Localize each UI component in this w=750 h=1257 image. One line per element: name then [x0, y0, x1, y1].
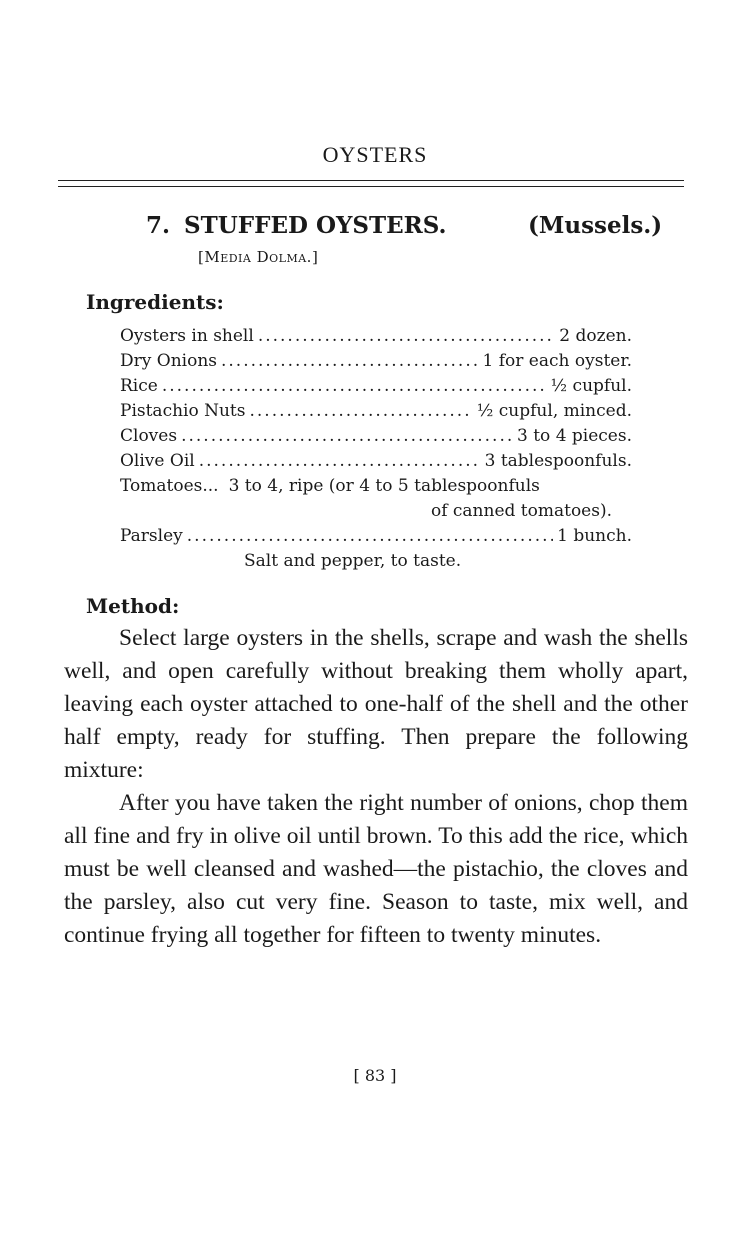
ingredient-row	[120, 449, 632, 474]
ingredient-name: Tomatoes...	[120, 476, 219, 496]
ingredient-name: Olive Oil	[120, 451, 195, 471]
ingredient-amount: 1 for each oyster.	[482, 351, 632, 371]
header-rule-bottom	[58, 186, 684, 187]
recipe-variant: (Mussels.)	[528, 212, 663, 239]
leader-dots	[181, 424, 513, 449]
ingredient-amount: 3 tablespoonfuls.	[484, 451, 632, 471]
method-heading: Method:	[86, 594, 180, 618]
ingredient-amount: ½ cupful.	[550, 376, 632, 396]
leader-dots	[221, 349, 479, 374]
ingredient-amount: 1 bunch.	[557, 526, 632, 546]
ingredient-continuation: of canned tomatoes).	[430, 501, 612, 521]
seasoning-note: Salt and pepper, to taste.	[244, 551, 462, 571]
ingredient-name: Cloves	[120, 426, 178, 446]
page-number: [ 83 ]	[353, 1066, 397, 1085]
ingredient-row	[120, 424, 632, 449]
ingredient-row	[120, 349, 632, 374]
leader-dots	[187, 524, 553, 549]
ingredient-amount: 3 to 4 pieces.	[517, 426, 632, 446]
method-paragraph: Select large oysters in the shells, scrape and wash the shells well, and open carefully without breaking them wholly apart, leaving each oyster attached to one-half of the shell and the other half empty, ready for stuffing. Then prepare the following mixture:	[64, 625, 688, 783]
ingredients-list	[120, 324, 632, 574]
recipe-title	[146, 212, 666, 239]
leader-dots	[162, 374, 547, 399]
running-head: OYSTERS	[322, 142, 428, 167]
recipe-subtitle: [Media Dolma.]	[198, 248, 319, 266]
ingredient-row	[120, 374, 632, 399]
ingredient-row	[120, 399, 632, 424]
ingredient-row	[120, 524, 632, 549]
ingredient-amount: ½ cupful, minced.	[476, 401, 632, 421]
ingredient-row	[120, 324, 632, 349]
leader-dots	[199, 449, 481, 474]
header-rule-top	[58, 180, 684, 181]
method-paragraph: After you have taken the right number of onions, chop them all fine and fry in olive oil until brown. To this add the rice, which must be well cleansed and washed—the pistachio, the cloves and the parsley, also cut very fine. Season to taste, mix well, and continue frying all together for fifteen to twenty minutes.	[64, 790, 688, 948]
ingredient-name: Rice	[120, 376, 158, 396]
recipe-number: 7.	[146, 212, 171, 239]
ingredient-amount: 2 dozen.	[559, 326, 632, 346]
ingredient-name: Oysters in shell	[120, 326, 254, 346]
ingredient-name: Pistachio Nuts	[120, 401, 246, 421]
ingredient-name: Parsley	[120, 526, 183, 546]
recipe-name: STUFFED OYSTERS.	[184, 212, 447, 239]
ingredient-amount: 3 to 4, ripe (or 4 to 5 tablespoonfuls	[228, 476, 540, 496]
ingredient-row-tomatoes	[120, 474, 632, 499]
leader-dots	[258, 324, 555, 349]
ingredients-heading: Ingredients:	[86, 290, 224, 314]
ingredient-name: Dry Onions	[120, 351, 217, 371]
method-text	[64, 622, 688, 952]
leader-dots	[250, 399, 473, 424]
